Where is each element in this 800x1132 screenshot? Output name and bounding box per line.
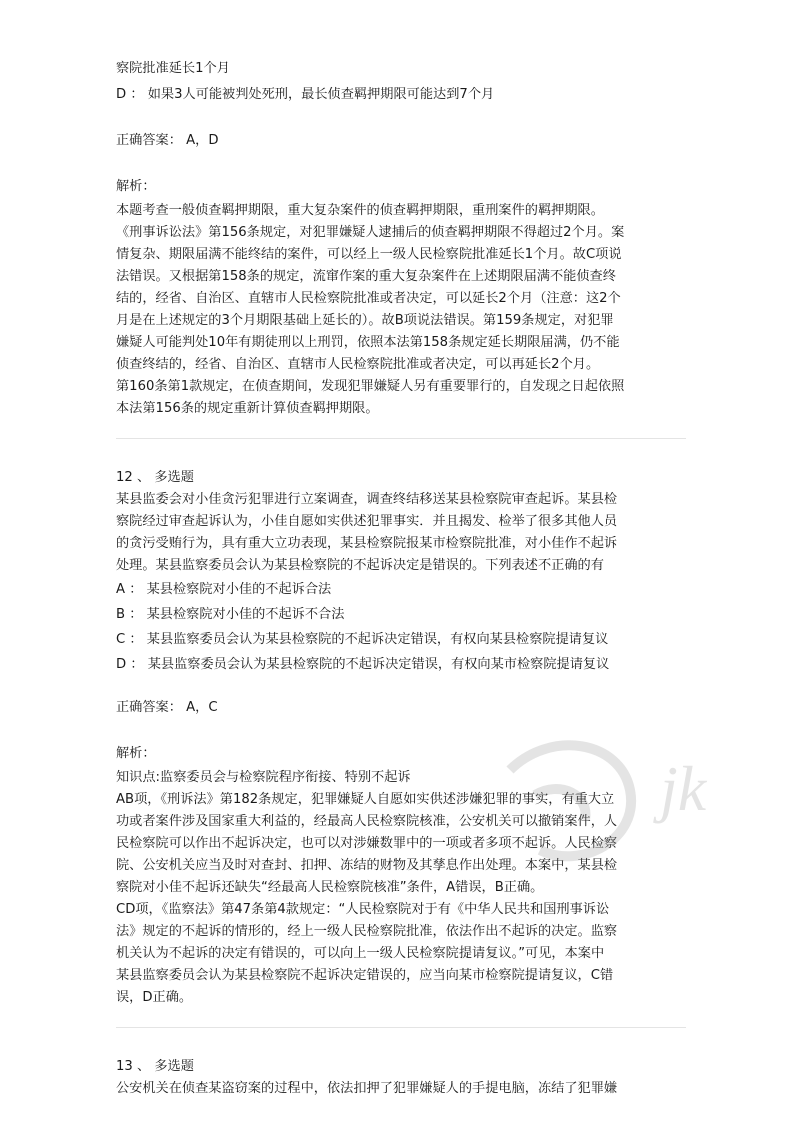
question-12-stem bbox=[116, 489, 688, 577]
analysis-line: 民检察院可以作出不起诉决定，也可以对涉嫌数罪中的一项或者多项不起诉。人民检察 bbox=[116, 836, 618, 851]
analysis-line: 嫌疑人可能判处10年有期徒刑以上刑罚，依照本法第158条规定延长期限届满，仍不能 bbox=[116, 335, 620, 350]
option-d: D ： 某县监察委员会认为某县检察院的不起诉决定错误，有权向某市检察院提请复议 bbox=[116, 657, 610, 672]
analysis-line: 侦查终结的，经省、自治区、直辖市人民检察院批准或者决定，可以再延长2个月。 bbox=[116, 357, 600, 372]
analysis-line: 月是在上述规定的3个月期限基础上延长的）。故B项说法错误。第159条规定，对犯罪 bbox=[116, 313, 614, 328]
q12-analysis-label: 解析： bbox=[116, 746, 156, 761]
analysis-line: 法》规定的不起诉的情形的，经上一级人民检察院批准，依法作出不起诉的决定。监察 bbox=[116, 924, 618, 939]
option-a: A ： 某县检察院对小佳的不起诉合法 bbox=[116, 582, 332, 597]
analysis-line: AB项，《刑诉法》第182条规定，犯罪嫌疑人自愿如实供述涉嫌犯罪的事实，有重大立 bbox=[116, 792, 615, 807]
prev-analysis-body bbox=[116, 200, 688, 420]
analysis-line: 某县监察委员会认为某县检察院不起诉决定错误的，应当向某市检察院提请复议，C错 bbox=[116, 968, 614, 983]
analysis-line: 法错误。又根据第158条的规定，流窜作案的重大复杂案件在上述期限届满不能侦查终 bbox=[116, 269, 616, 284]
watermark-text: jk bbox=[660, 753, 707, 824]
analysis-line: 院、公安机关应当及时对查封、扣押、冻结的财物及其孳息作出处理。本案中，某县检 bbox=[116, 858, 618, 873]
analysis-line: 《刑事诉讼法》第156条规定，对犯罪嫌疑人逮捕后的侦查羁押期限不得超过2个月。案 bbox=[116, 225, 625, 240]
prev-option-d: D ： 如果3人可能被判处死刑，最长侦查羁押期限可能达到7个月 bbox=[116, 87, 495, 102]
stem-line: 的贪污受贿行为，具有重大立功表现，某县检察院报某市检察院批准，对小佳作不起诉 bbox=[116, 536, 618, 551]
stem-line: 处理。某县监察委员会认为某县检察院的不起诉决定是错误的。下列表述不正确的有 bbox=[116, 558, 604, 573]
analysis-line: 知识点:监察委员会与检察院程序衔接、特别不起诉 bbox=[116, 770, 411, 785]
analysis-line: CD项，《监察法》第47条第4款规定：“人民检察院对于有《中华人民共和国刑事诉讼 bbox=[116, 902, 610, 917]
question-13-header: 13 、 多选题 bbox=[116, 1059, 194, 1074]
stem-line: 某县监委会对小佳贪污犯罪进行立案调查，调查终结移送某县检察院审查起诉。某县检 bbox=[116, 492, 618, 507]
option-c: C ： 某县监察委员会认为某县检察院的不起诉决定错误，有权向某县检察院提请复议 bbox=[116, 632, 609, 647]
stem-line: 察院经过审查起诉认为，小佳自愿如实供述犯罪事实．并且揭发、检举了很多其他人员 bbox=[116, 514, 618, 529]
q12-analysis-body bbox=[116, 767, 688, 1009]
analysis-line: 结的，经省、自治区、直辖市人民检察院批准或者决定，可以延长2个月（注意：这2个 bbox=[116, 291, 621, 306]
analysis-line: 本法第156条的规定重新计算侦查羁押期限。 bbox=[116, 401, 379, 416]
prev-analysis-label: 解析： bbox=[116, 179, 156, 194]
prev-correct-answer: 正确答案： A，D bbox=[116, 133, 219, 148]
analysis-line: 情复杂、期限届满不能终结的案件，可以经上一级人民检察院批准延长1个月。故C项说 bbox=[116, 247, 622, 262]
analysis-line: 察院对小佳不起诉还缺失“经最高人民检察院核准”条件，A错误，B正确。 bbox=[116, 880, 544, 895]
analysis-line: 误，D正确。 bbox=[116, 990, 193, 1005]
prev-option-c-continuation: 察院批准延长1个月 bbox=[116, 61, 230, 76]
question-13-stem bbox=[116, 1078, 688, 1100]
stem-line: 公安机关在侦查某盗窃案的过程中，依法扣押了犯罪嫌疑人的手提电脑，冻结了犯罪嫌 bbox=[116, 1081, 618, 1096]
analysis-line: 机关认为不起诉的决定有错误的，可以向上一级人民检察院提请复议。”可见，本案中 bbox=[116, 946, 605, 961]
question-12-header: 12 、 多选题 bbox=[116, 470, 194, 485]
analysis-line: 功或者案件涉及国家重大利益的，经最高人民检察院核准，公安机关可以撤销案件，人 bbox=[116, 814, 618, 829]
document-page bbox=[116, 58, 688, 1100]
question-12-options bbox=[116, 577, 688, 677]
analysis-line: 本题考查一般侦查羁押期限，重大复杂案件的侦查羁押期限，重刑案件的羁押期限。 bbox=[116, 203, 604, 218]
analysis-line: 第160条第1款规定，在侦查期间，发现犯罪嫌疑人另有重要罪行的，自发现之日起依照 bbox=[116, 379, 625, 394]
option-b: B ： 某县检察院对小佳的不起诉不合法 bbox=[116, 607, 345, 622]
q12-correct-answer: 正确答案： A，C bbox=[116, 700, 218, 715]
